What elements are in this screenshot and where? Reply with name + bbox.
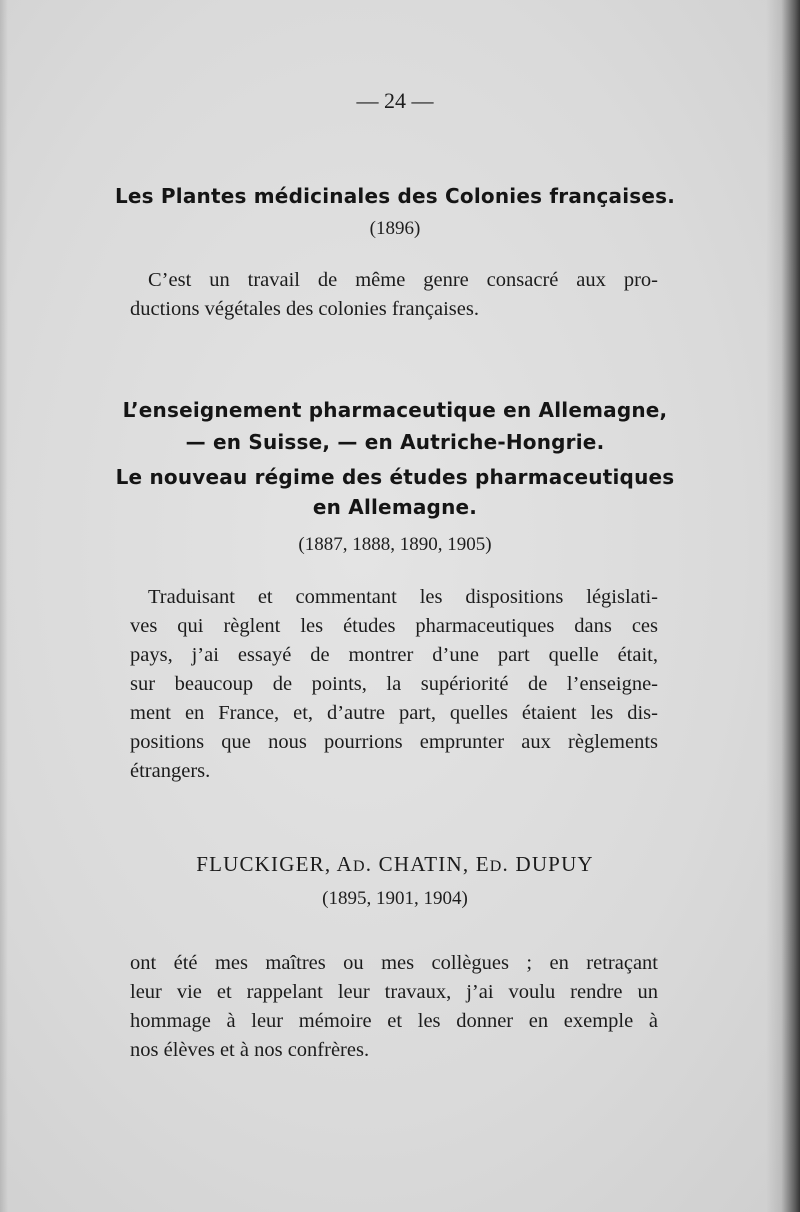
section-body-enseignement [130,583,658,786]
author-chatin: CHATIN, [378,852,470,876]
author-initial-ed: ED. [475,852,509,876]
page-gutter-shadow [0,0,8,1212]
section-body-authors [130,949,658,1065]
paragraph-line: étrangers. [130,760,211,782]
section-years-authors: (1895, 1901, 1904) [322,888,468,909]
section-year-plantes: (1896) [369,218,421,239]
section-years-enseignement: (1887, 1888, 1890, 1905) [298,534,492,555]
paragraph-line: ductions végétales des colonies françaises. [130,298,479,320]
author-initial-ad: AD. [336,852,373,876]
section-title-regime-line-1: Le nouveau régime des études pharmaceutiques [115,465,675,489]
section-title-enseignement-line-1: L’enseignement pharmaceutique en Allemagne, [122,398,668,422]
section-body-plantes [130,266,658,324]
paragraph-line: hommage à leur mémoire et les donner en exemple à [130,1010,658,1032]
paragraph-line: ment en France, et, d’autre part, quelles étaient les dis- [130,702,658,724]
paragraph-line: Traduisant et commentant les dispositions législati- [148,586,658,608]
paragraph-line: ves qui règlent les études pharmaceutiques dans ces [130,615,658,637]
paragraph-line: ont été mes maîtres ou mes collègues ; en retraçant [130,952,658,974]
author-dupuy: DUPUY [515,852,594,876]
authors-heading [110,852,680,877]
paragraph-line: nos élèves et à nos confrères. [130,1039,370,1061]
author-fluckiger: FLUCKIGER, [196,852,332,876]
page-edge-shadow [766,0,800,1212]
section-title-plantes: Les Plantes médicinales des Colonies françaises. [114,184,676,208]
paragraph-line: positions que nous pourrions emprunter aux règlements [130,731,658,753]
paragraph-line: leur vie et rappelant leur travaux, j’ai voulu rendre un [130,981,658,1003]
paragraph-line: sur beaucoup de points, la supériorité de l’enseigne- [130,673,658,695]
paragraph-line: pays, j’ai essayé de montrer d’une part quelle était, [130,644,658,666]
paragraph-line: C’est un travail de même genre consacré aux pro- [148,269,658,291]
section-title-enseignement-line-2: — en Suisse, — en Autriche-Hongrie. [185,430,605,454]
page-number: — 24 — [356,88,434,113]
section-title-regime-line-2: en Allemagne. [312,495,478,519]
